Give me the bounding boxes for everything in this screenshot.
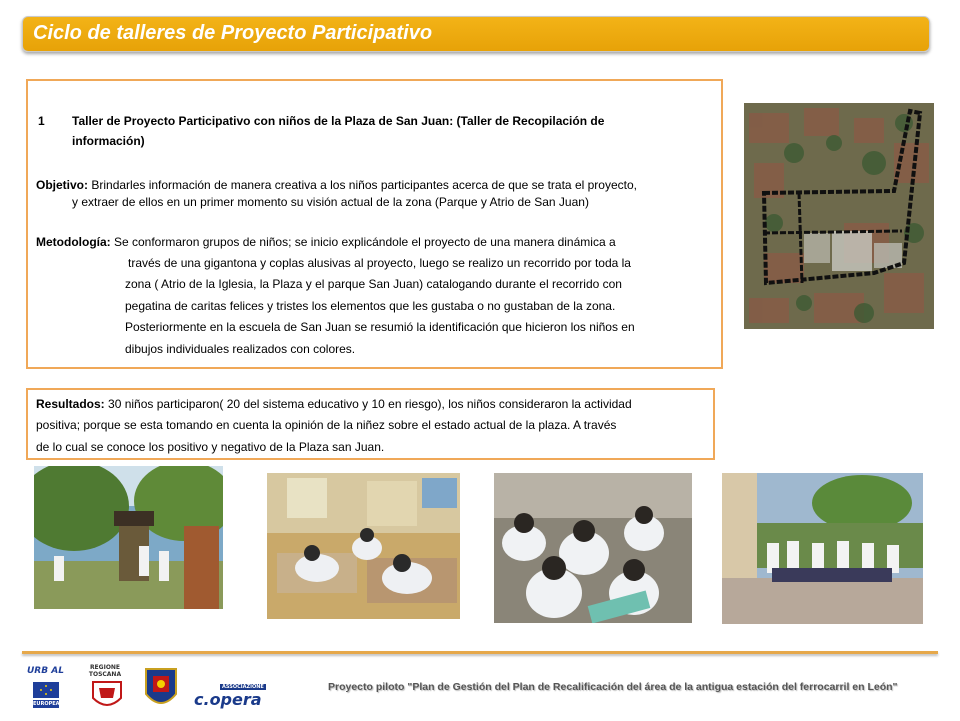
method-line4: pegatina de caritas felices y tristes los elementos que les gustaba o no gustaban de la zona. [125, 299, 616, 313]
footer-project-text: Proyecto piloto "Plan de Gestión del Plan de Recalificación del área de la antigua estación del ferrocarril en León" [328, 681, 898, 693]
regione-toscana-logo [85, 664, 129, 716]
europeaid-label: EUROPEAID [33, 701, 66, 707]
item-title-line2: información) [72, 134, 145, 148]
urbal-europeaid-logo [27, 664, 71, 716]
title-bar [22, 16, 930, 52]
objective-line1: Brindarles información de manera creativa a los niños participantes acerca de que se trata el proyecto, [88, 178, 637, 192]
method-line2: través de una gigantona y coplas alusivas al proyecto, luego se realizo un recorrido por toda la [128, 256, 631, 270]
coopera-logo [192, 684, 264, 714]
leon-coat-of-arms-icon [143, 666, 179, 712]
method-label: Metodología: [36, 235, 111, 249]
method-line5: Posteriormente en la escuela de San Juan se resumió la identificación que hicieron los niños en [125, 320, 635, 334]
results-box [26, 388, 715, 460]
results-line2: positiva; porque se esta tomando en cuenta la opinión de la niñez sobre el estado actual de la plaza. A través [36, 418, 617, 432]
item-number: 1 [38, 114, 45, 128]
method-line6: dibujos individuales realizados con colores. [125, 342, 356, 356]
photo-classroom-drawing [267, 473, 460, 619]
photo-students-desks [494, 473, 692, 623]
footer-divider [22, 651, 938, 654]
results-label: Resultados: [36, 397, 105, 411]
regione-label: REGIONE TOSCANA [88, 664, 122, 678]
results-row [36, 395, 632, 414]
slide-title: Ciclo de talleres de Proyecto Participativo [33, 22, 433, 44]
method-line3: zona ( Atrio de la Iglesia, la Plaza y el parque San Juan) catalogando durante el recorrido con [125, 277, 622, 291]
results-line3: de lo cual se conoce los positivo y negativo de la Plaza san Juan. [36, 440, 385, 454]
method-row [36, 233, 616, 252]
objective-line2: y extraer de ellos en un primer momento su visión actual de la zona (Parque y Atrio de San Juan) [72, 195, 589, 209]
results-line1: 30 niños participaron( 20 del sistema educativo y 10 en riesgo), los niños consideraron la actividad [104, 397, 632, 411]
method-line1: Se conformaron grupos de niños; se inicio explicándole el proyecto de una manera dinámica a [110, 235, 616, 249]
photo-park-gigantona [34, 466, 223, 609]
urbal-label: URB AL [27, 666, 64, 676]
coopera-label: c.opera [194, 690, 262, 709]
workshop-description-box [26, 79, 723, 369]
map-aerial-image [744, 103, 934, 329]
objective-label: Objetivo: [36, 178, 89, 192]
item-title-line1: Taller de Proyecto Participativo con niños de la Plaza de San Juan: (Taller de Recopilación de [72, 114, 605, 128]
associazione-label: ASSOCIAZIONE [222, 684, 264, 690]
photo-group-plaza [722, 473, 923, 624]
